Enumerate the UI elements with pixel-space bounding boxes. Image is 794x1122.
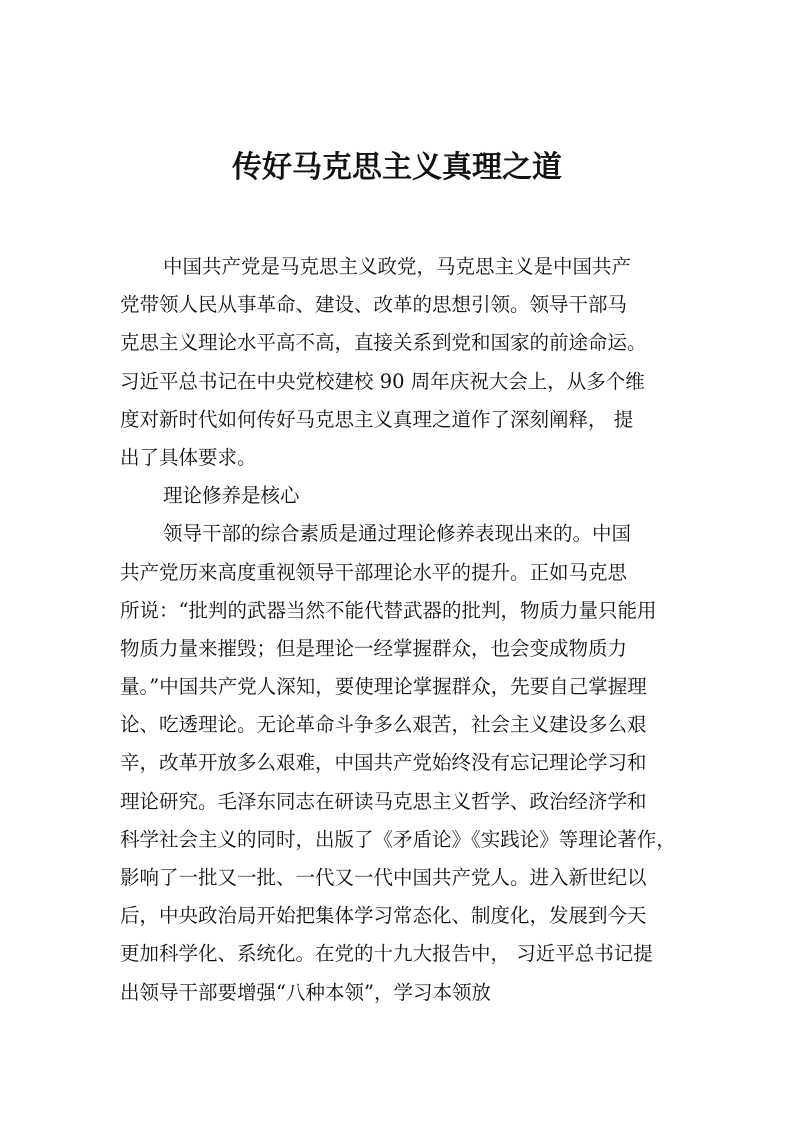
paragraph-line: 克思主义理论水平高不高，直接关系到党和国家的前途命运。 [120, 331, 647, 355]
paragraph-line: 量。”中国共产党人深知，要使理论掌握群众，先要自己掌握理 [120, 675, 647, 699]
section-heading: 理论修养是核心 [163, 484, 300, 508]
paragraph-line: 辛，改革开放多么艰难，中国共产党始终没有忘记理论学习和 [120, 751, 647, 775]
paragraph-line: 更加科学化、系统化。在党的十九大报告中， 习近平总书记提 [120, 942, 653, 966]
paragraph-line: 所说：“批判的武器当然不能代替武器的批判，物质力量只能用 [120, 598, 657, 622]
paragraph-line: 党带领人民从事革命、建设、改革的思想引领。领导干部马 [120, 293, 628, 317]
paragraph-line: 影响了一批又一批、一代又一代中国共产党人。进入新世纪以 [120, 866, 647, 889]
paragraph-line: 出领导干部要增强“八种本领”，学习本领放 [120, 980, 491, 1004]
paragraph-line: 共产党历来高度重视领导干部理论水平的提升。正如马克思 [120, 560, 628, 584]
paragraph-line: 后，中央政治局开始把集体学习常态化、制度化，发展到今天 [120, 904, 647, 928]
document-body [120, 248, 700, 1012]
paragraph-line: 出了具体要求。 [120, 445, 257, 469]
paragraph-line: 理论研究。毛泽东同志在研读马克思主义哲学、政治经济学和 [120, 789, 647, 813]
paragraph-line: 习近平总书记在中央党校建校 90 周年庆祝大会上，从多个维 [120, 369, 645, 393]
paragraph-line: 度对新时代如何传好马克思主义真理之道作了深刻阐释， 提 [120, 407, 634, 431]
paragraph-line: 论、吃透理论。无论革命斗争多么艰苦，社会主义建设多么艰 [120, 713, 647, 737]
paragraph-line: 科学社会主义的同时，出版了《矛盾论》《实践论》等理论著作， [120, 827, 676, 851]
paragraph-line: 领导干部的综合素质是通过理论修养表现出来的。中国 [163, 522, 632, 546]
document-title: 传好马克思主义真理之道 [232, 150, 562, 185]
paragraph-line: 中国共产党是马克思主义政党，马克思主义是中国共产 [163, 255, 632, 278]
paragraph-line: 物质力量来摧毁；但是理论一经掌握群众，也会变成物质力 [120, 636, 628, 660]
